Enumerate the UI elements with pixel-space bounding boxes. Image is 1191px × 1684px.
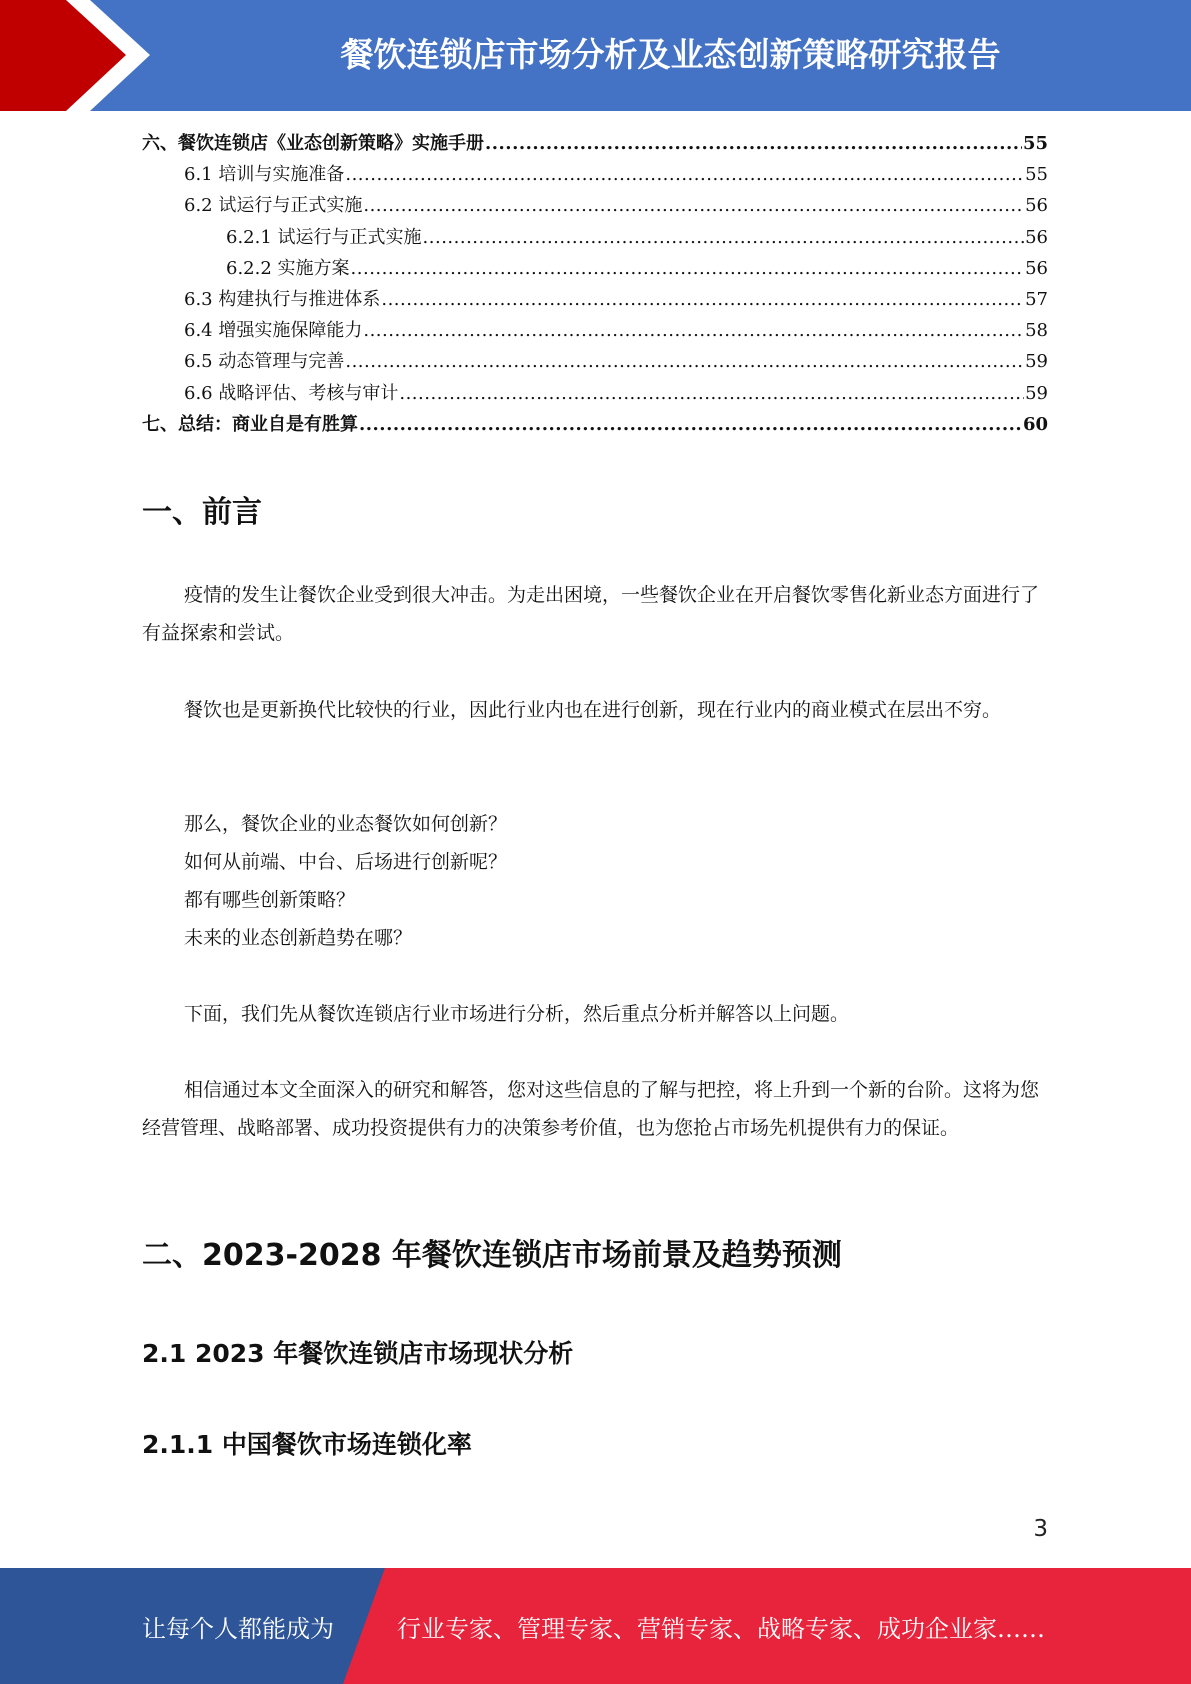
toc-entry-page: 55	[1025, 164, 1048, 186]
toc-entry-label: 6.3 构建执行与推进体系	[184, 288, 381, 310]
toc-leader-dots	[423, 222, 1025, 253]
toc-entry[interactable]	[142, 346, 1048, 377]
toc-entry[interactable]	[142, 284, 1048, 315]
toc-leader-dots	[345, 346, 1024, 377]
footer-slogan-left: 让每个人都能成为	[142, 1614, 334, 1643]
toc-entry-label: 6.2.2 实施方案	[226, 257, 350, 279]
paragraph: 相信通过本文全面深入的研究和解答，您对这些信息的了解与把控，将上升到一个新的台阶。这将为您经营管理、战略部署、成功投资提供有力的决策参考价值，也为您抢占市场先机提供有力的保证。	[142, 1079, 1040, 1139]
question-line: 那么，餐饮企业的业态餐饮如何创新？	[184, 813, 508, 835]
toc-entry-page: 59	[1025, 382, 1048, 404]
toc-entry-label: 6.2 试运行与正式实施	[184, 195, 363, 217]
subsection-heading: 2.1.1 中国餐饮市场连锁化率	[142, 1430, 472, 1459]
toc-entry[interactable]	[142, 222, 1048, 253]
paragraph: 下面，我们先从餐饮连锁店行业市场进行分析，然后重点分析并解答以上问题。	[184, 1003, 850, 1025]
toc-entry[interactable]	[142, 409, 1048, 440]
toc-entry[interactable]	[142, 159, 1048, 190]
document-title: 餐饮连锁店市场分析及业态创新策略研究报告	[340, 34, 1001, 74]
toc-leader-dots	[485, 128, 1022, 159]
section-heading-preface: 一、前言	[142, 495, 262, 530]
footer-slogan-right: 行业专家、管理专家、营销专家、战略专家、成功企业家……	[397, 1614, 1045, 1643]
paragraph: 疫情的发生让餐饮企业受到很大冲击。为走出困境，一些餐饮企业在开启餐饮零售化新业态方面进行了有益探索和尝试。	[142, 584, 1040, 644]
toc-entry-label: 6.4 增强实施保障能力	[184, 320, 363, 342]
question-line: 未来的业态创新趋势在哪？	[184, 927, 413, 949]
page-number: 3	[1033, 1516, 1048, 1542]
toc-entry[interactable]	[142, 253, 1048, 284]
header-arrow-decoration	[0, 0, 160, 111]
toc-entry[interactable]	[142, 378, 1048, 409]
toc-entry-label: 6.2.1 试运行与正式实施	[226, 226, 422, 248]
toc-entry-page: 56	[1025, 226, 1048, 248]
footer-band	[0, 1568, 1191, 1684]
toc-entry-label: 6.5 动态管理与完善	[184, 351, 345, 373]
toc-entry-page: 57	[1025, 288, 1048, 310]
toc-entry[interactable]	[142, 128, 1048, 159]
toc-entry-label: 六、餐饮连锁店《业态创新策略》实施手册	[142, 133, 484, 154]
toc-entry-page: 56	[1025, 195, 1048, 217]
toc-entry-label: 6.6 战略评估、考核与审计	[184, 382, 399, 404]
section-heading-forecast: 二、2023-2028 年餐饮连锁店市场前景及趋势预测	[142, 1238, 842, 1273]
toc-entry-page: 55	[1022, 133, 1048, 154]
table-of-contents	[142, 128, 1048, 440]
toc-leader-dots	[399, 378, 1024, 409]
toc-entry-page: 59	[1025, 351, 1048, 373]
toc-leader-dots	[381, 284, 1024, 315]
paragraph: 餐饮也是更新换代比较快的行业，因此行业内也在进行创新，现在行业内的商业模式在层出不穷。	[184, 699, 1002, 721]
toc-leader-dots	[363, 190, 1024, 221]
subsection-heading: 2.1 2023 年餐饮连锁店市场现状分析	[142, 1339, 574, 1368]
toc-leader-dots	[363, 315, 1024, 346]
toc-entry[interactable]	[142, 190, 1048, 221]
toc-entry-label: 七、总结：商业自是有胜算	[142, 413, 358, 435]
toc-entry-label: 6.1 培训与实施准备	[184, 164, 345, 186]
toc-entry-page: 56	[1025, 257, 1048, 279]
toc-entry[interactable]	[142, 315, 1048, 346]
toc-leader-dots	[345, 159, 1024, 190]
question-line: 如何从前端、中台、后场进行创新呢？	[184, 851, 508, 873]
toc-leader-dots	[351, 253, 1025, 284]
toc-entry-page: 58	[1025, 320, 1048, 342]
question-line: 都有哪些创新策略？	[184, 889, 356, 911]
toc-leader-dots	[359, 409, 1022, 440]
toc-entry-page: 60	[1022, 413, 1048, 435]
